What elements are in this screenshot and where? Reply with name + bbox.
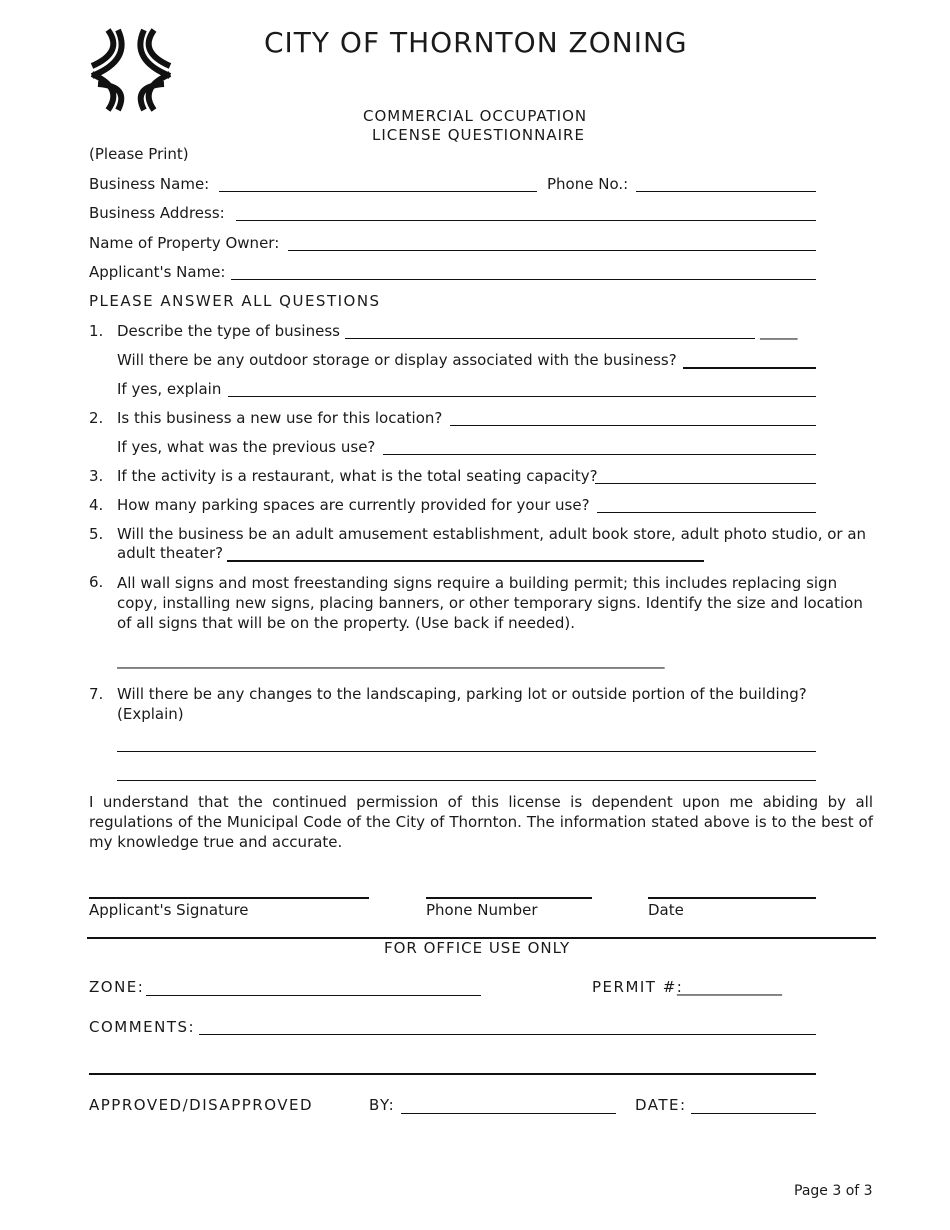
q7-explain-field-2[interactable] [117, 780, 816, 781]
property-owner-label: Name of Property Owner: [89, 234, 280, 252]
q4-number: 4. [89, 496, 104, 514]
office-date-field[interactable] [691, 1113, 816, 1114]
q5-number: 5. [89, 525, 104, 543]
approved-disapproved-label: APPROVED/DISAPPROVED [89, 1096, 314, 1114]
business-address-label: Business Address: [89, 204, 225, 222]
permit-field[interactable]: ______________ [677, 978, 782, 996]
q6-number: 6. [89, 573, 104, 591]
declaration-text: I understand that the continued permission of this license is dependent upon me abiding by all regulations of the Municipal Code of the City of Thornton. The information stated above is to the best of my knowledge true and accurate. [89, 793, 873, 851]
phone-label: Phone No.: [547, 175, 629, 193]
signature-date-field[interactable] [648, 897, 816, 899]
please-print-note: (Please Print) [89, 145, 189, 163]
q5-adult-field[interactable] [227, 560, 704, 562]
q2-previous-use-field[interactable] [383, 454, 816, 455]
office-use-heading: FOR OFFICE USE ONLY [384, 939, 571, 957]
q6-text: All wall signs and most freestanding signs require a building permit; this includes replacing sign copy, installing new signs, placing banners, or other temporary signs. Identify the size and location of all signs that will be on the property. (Use back if needed). [117, 574, 863, 632]
q4-text: How many parking spaces are currently provided for your use? [117, 496, 590, 514]
business-name-label: Business Name: [89, 175, 210, 193]
q2-number: 2. [89, 409, 104, 427]
comments-field-1[interactable] [199, 1034, 816, 1035]
q1-outdoor-storage-text: Will there be any outdoor storage or display associated with the business? [117, 351, 677, 369]
form-subtitle-line2: LICENSE QUESTIONNAIRE [372, 126, 585, 144]
comments-label: COMMENTS: [89, 1018, 196, 1036]
q7-text-line2: (Explain) [117, 705, 184, 723]
q4-parking-field[interactable] [597, 512, 816, 513]
permit-label: PERMIT #: [592, 978, 684, 996]
q2-previous-use-text: If yes, what was the previous use? [117, 438, 376, 456]
q1-number: 1. [89, 322, 104, 340]
page-number: Page 3 of 3 [794, 1183, 873, 1199]
business-name-field[interactable] [219, 191, 537, 192]
q1-text: Describe the type of business [117, 322, 340, 340]
q5-text-line1: Will the business be an adult amusement establishment, adult book store, adult photo studio, or an [117, 525, 867, 543]
form-subtitle-line1: COMMERCIAL OCCUPATION [363, 107, 588, 125]
q7-explain-field-1[interactable] [117, 751, 816, 752]
q1-outdoor-storage-field[interactable] [683, 367, 816, 369]
q3-number: 3. [89, 467, 104, 485]
signature-phone-field[interactable] [426, 897, 592, 899]
city-logo-icon [88, 26, 174, 114]
page-title: CITY OF THORNTON ZONING [264, 26, 688, 59]
applicant-signature-label: Applicant's Signature [89, 901, 249, 919]
business-address-field[interactable] [236, 220, 816, 221]
q7-number: 7. [89, 685, 104, 703]
signature-phone-label: Phone Number [426, 901, 538, 919]
property-owner-field[interactable] [288, 250, 816, 251]
q1-tail-blank: _____ [760, 322, 798, 340]
q1-explain-field[interactable] [228, 396, 816, 397]
office-date-label: DATE: [635, 1096, 687, 1114]
q5-text-line2: adult theater? [117, 544, 224, 562]
q7-text-line1: Will there be any changes to the landscaping, parking lot or outside portion of the building? [117, 685, 807, 703]
by-label: BY: [369, 1096, 396, 1114]
comments-field-2[interactable] [89, 1073, 816, 1075]
applicant-signature-field[interactable] [89, 897, 369, 899]
section-heading: PLEASE ANSWER ALL QUESTIONS [89, 292, 381, 310]
q3-seating-field[interactable] [595, 483, 816, 484]
q1-explain-text: If yes, explain [117, 380, 222, 398]
zone-label: ZONE: [89, 978, 145, 996]
q6-signs-field[interactable]: _________________________________________________________________________ [117, 651, 665, 669]
by-field[interactable] [401, 1113, 616, 1114]
applicant-name-label: Applicant's Name: [89, 263, 226, 281]
applicant-name-field[interactable] [231, 279, 816, 280]
q2-text: Is this business a new use for this location? [117, 409, 443, 427]
zone-field[interactable] [146, 995, 481, 996]
q3-text: If the activity is a restaurant, what is the total seating capacity? [117, 467, 598, 485]
signature-date-label: Date [648, 901, 684, 919]
q1-business-type-field[interactable] [345, 338, 755, 339]
phone-field[interactable] [636, 191, 816, 192]
q2-new-use-field[interactable] [450, 425, 816, 426]
